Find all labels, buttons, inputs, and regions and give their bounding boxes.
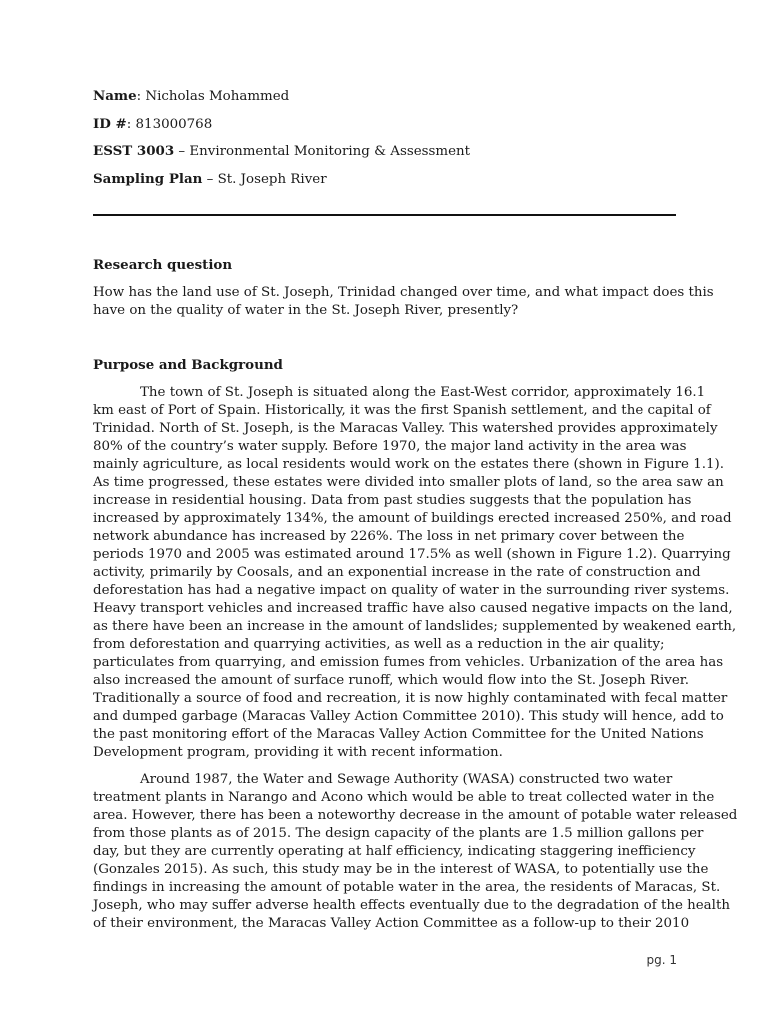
header-divider [93, 214, 676, 216]
text-line: The town of St. Joseph is situated along the East-West corridor, approximately 16.1 [140, 385, 706, 400]
text-line: treatment plants in Narango and Acono which would be able to treat collected water in the [93, 790, 715, 805]
text-line: of their environment, the Maracas Valley Action Committee as a follow-up to their 2010 [93, 916, 690, 931]
text-line: deforestation has had a negative impact on quality of water in the surrounding river systems. [93, 583, 730, 598]
text-line: Around 1987, the Water and Sewage Authority (WASA) constructed two water [140, 772, 673, 787]
text-line: (Gonzales 2015). As such, this study may be in the interest of WASA, to potentially use the [93, 862, 709, 877]
purpose-paragraph-1 [93, 384, 737, 762]
id-line [93, 115, 212, 134]
course-label: ESST 3003 [93, 143, 175, 159]
text-line: as there have been an increase in the amount of landslides; supplemented by weakened earth, [93, 619, 737, 634]
text-line: km east of Port of Spain. Historically, it was the first Spanish settlement, and the capital of [93, 403, 711, 418]
course-line [93, 142, 470, 161]
text-line: Development program, providing it with recent information. [93, 745, 503, 760]
page-number: pg. 1 [646, 953, 677, 967]
text-line: from deforestation and quarrying activities, as well as a reduction in the air quality; [93, 637, 665, 652]
text-line: activity, primarily by Coosals, and an exponential increase in the rate of construction and [93, 565, 701, 580]
name-label: Name [93, 88, 137, 104]
text-line: periods 1970 and 2005 was estimated around 17.5% as well (shown in Figure 1.2). Quarrying [93, 547, 731, 562]
purpose-paragraph-2 [93, 771, 738, 933]
text-line: mainly agriculture, as local residents would work on the estates there (shown in Figure 1.1). [93, 457, 724, 472]
text-line: Trinidad. North of St. Joseph, is the Maracas Valley. This watershed provides approximately [93, 421, 718, 436]
text-line: the past monitoring effort of the Maracas Valley Action Committee for the United Nations [93, 727, 704, 742]
course-value: – Environmental Monitoring & Assessment [174, 144, 470, 159]
purpose-heading: Purpose and Background [93, 357, 283, 373]
id-value: : 813000768 [126, 117, 213, 132]
research-question-text [93, 284, 714, 320]
research-heading: Research question [93, 257, 233, 273]
text-line: from those plants as of 2015. The design capacity of the plants are 1.5 million gallons per [93, 826, 704, 841]
plan-line [93, 170, 327, 189]
text-line: particulates from quarrying, and emission fumes from vehicles. Urbanization of the area has [93, 655, 724, 670]
text-line: and dumped garbage (Maracas Valley Action Committee 2010). This study will hence, add to [93, 709, 724, 724]
text-line: also increased the amount of surface runoff, which would flow into the St. Joseph River. [93, 673, 689, 688]
text-line: increase in residential housing. Data from past studies suggests that the population has [93, 493, 692, 508]
name-value: : Nicholas Mohammed [136, 89, 290, 104]
text-line: Joseph, who may suffer adverse health effects eventually due to the degradation of the health [93, 898, 730, 913]
text-line: Heavy transport vehicles and increased traffic have also caused negative impacts on the land, [93, 601, 733, 616]
text-line: Traditionally a source of food and recreation, it is now highly contaminated with fecal matter [93, 691, 728, 706]
text-line: network abundance has increased by 226%. The loss in net primary cover between the [93, 529, 685, 544]
text-line: increased by approximately 134%, the amount of buildings erected increased 250%, and road [93, 511, 732, 526]
text-line: findings in increasing the amount of potable water in the area, the residents of Maracas, St. [93, 880, 721, 895]
text-line: area. However, there has been a noteworthy decrease in the amount of potable water released [93, 808, 738, 823]
text-line: 80% of the country’s water supply. Before 1970, the major land activity in the area was [93, 439, 687, 454]
id-label: ID # [93, 116, 127, 132]
text-line: As time progressed, these estates were divided into smaller plots of land, so the area saw an [93, 475, 724, 490]
text-line: How has the land use of St. Joseph, Trinidad changed over time, and what impact does this [93, 285, 714, 300]
name-line [93, 87, 289, 106]
text-line: day, but they are currently operating at half efficiency, indicating staggering inefficiency [93, 844, 696, 859]
plan-value: – St. Joseph River [202, 172, 327, 187]
plan-label: Sampling Plan [93, 171, 203, 187]
text-line: have on the quality of water in the St. Joseph River, presently? [93, 303, 519, 318]
